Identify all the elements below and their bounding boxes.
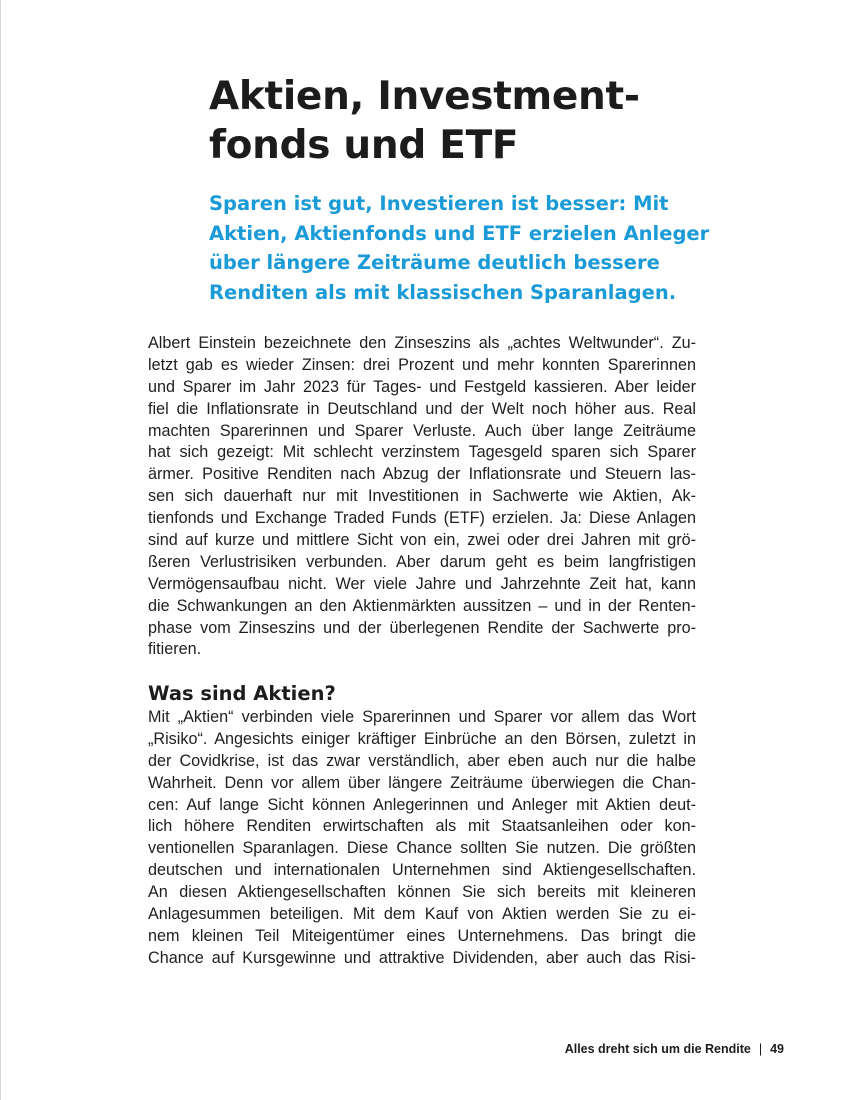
text-line: ventionellen Sparanlagen. Diese Chance sollten Sie nutzen. Die größten (148, 839, 696, 858)
text-line: Albert Einstein bezeichnete den Zinseszins als „achtes Weltwunder“. Zu- (148, 334, 696, 352)
text-line: fitieren. (148, 640, 202, 659)
text-line: machten Sparerinnen und Sparer Verluste. Auch über lange Zeiträume (148, 421, 696, 440)
intro-paragraph (148, 333, 696, 661)
page-number: 49 (770, 1042, 784, 1056)
footer-separator: | (758, 1042, 763, 1056)
text-line: der Covidkrise, ist das zwar verständlich, aber eben auch nur die halbe (148, 751, 696, 770)
text-line: tienfonds und Exchange Traded Funds (ETF) erzielen. Ja: Diese Anlagen (148, 509, 696, 528)
section-heading: Was sind Aktien? (148, 682, 336, 705)
page-title (209, 72, 729, 170)
text-line: Vermögensaufbau nicht. Wer viele Jahre und Jahrzehnte Zeit hat, kann (148, 574, 696, 593)
text-line: Anlagesummen beteiligen. Mit dem Kauf von Aktien werden Sie zu ei- (148, 905, 696, 924)
text-line: deutschen und internationalen Unternehmen sind Aktiengesellschaften. (148, 861, 696, 880)
lead-paragraph (209, 189, 729, 307)
text-line: ßeren Verlustrisiken verbunden. Aber darum geht es beim langfristigen (148, 552, 696, 571)
text-line: sind auf kurze und mittlere Sicht von ein, zwei oder drei Jahren mit grö- (148, 531, 696, 550)
text-line: die Schwankungen an den Aktienmärkten aussitzen – und in der Renten- (148, 596, 696, 615)
section-paragraph (148, 707, 696, 970)
text-line: ärmer. Positive Renditen nach Abzug der Inflationsrate und Steuern las- (148, 465, 696, 484)
text-line: „Risiko“. Angesichts einiger kräftiger Einbrüche an den Börsen, zuletzt in (148, 729, 696, 748)
text-line: letzt gab es wieder Zinsen: drei Prozent und mehr konnten Sparerinnen (148, 355, 696, 374)
text-line: und Sparer im Jahr 2023 für Tages- und Festgeld kassieren. Aber leider (148, 377, 696, 396)
text-line: cen: Auf lange Sicht können Anlegerinnen und Anleger mit Aktien deut- (148, 795, 696, 814)
text-line: hat sich gezeigt: Mit schlecht verzinstem Tagesgeld sparen sich Sparer (148, 443, 696, 462)
text-line: sen sich dauerhaft nur mit Investitionen in Sachwerte wie Aktien, Ak- (148, 487, 696, 506)
page-footer (565, 1040, 784, 1058)
title-line: Aktien, Investment- (209, 74, 640, 119)
text-line: Wahrheit. Denn vor allem über längere Zeiträume überwiegen die Chan- (148, 773, 696, 792)
text-line: Chance auf Kursgewinne und attraktive Dividenden, aber auch das Risi- (148, 948, 696, 967)
page-edge (0, 0, 1, 1100)
text-line: An diesen Aktiengesellschaften können Sie sich bereits mit kleineren (148, 883, 696, 902)
lead-line: Sparen ist gut, Investieren ist besser: Mit (209, 192, 669, 215)
text-line: lich höhere Renditen erwirtschaften als mit Staatsanleihen oder kon- (148, 817, 696, 836)
text-line: Mit „Aktien“ verbinden viele Sparerinnen und Sparer vor allem das Wort (148, 708, 696, 726)
text-line: nem kleinen Teil Miteigentümer eines Unternehmens. Das bringt die (148, 926, 696, 945)
title-line: fonds und ETF (209, 123, 519, 168)
running-title: Alles dreht sich um die Rendite (564, 1042, 751, 1056)
lead-line: Renditen als mit klassischen Sparanlagen. (209, 280, 677, 304)
text-line: fiel die Inflationsrate in Deutschland und der Welt noch höher aus. Real (148, 399, 696, 418)
lead-line: über längere Zeiträume deutlich bessere (209, 251, 660, 274)
text-line: phase vom Zinseszins und der überlegenen Rendite der Sachwerte pro- (148, 618, 696, 637)
lead-line: Aktien, Aktienfonds und ETF erzielen Anleger (209, 221, 710, 245)
